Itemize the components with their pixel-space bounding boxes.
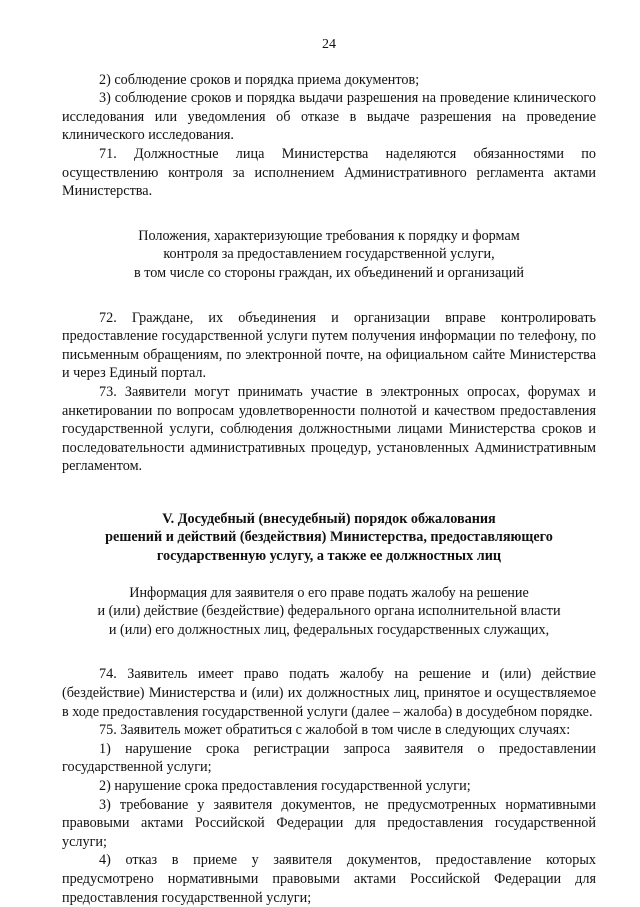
spacer (62, 639, 596, 665)
heading-line: Положения, характеризующие требования к порядку и формам (138, 227, 520, 244)
paragraph-case-2: 2) нарушение срока предоставления государственной услуги; (99, 778, 471, 794)
heading-line: решений и действий (бездействия) Министерства, предоставляющего (105, 529, 553, 546)
paragraph-74: 74. Заявитель имеет право подать жалобу на решение и (или) действие (бездействие) Министерства и (или) их должностных лиц, принятое и осуществляемое в ходе предоставления государственной услуги (далее – жалоба) в досудебном порядке. (62, 666, 596, 720)
paragraph-case-4: 4) отказ в приеме у заявителя документов, предоставление которых предусмотрено нормативными правовыми актами Российской Федерации для предоставления государственной услуги; (62, 852, 596, 906)
paragraph-73: 73. Заявители могут принимать участие в электронных опросах, форумах и анкетировании по вопросам удовлетворенности полнотой и качеством предоставления государственной услуги, соблюдения должностными лицами Министерства сроков и последовательности административных процедур, установленных Административным регламентом. (62, 383, 596, 475)
heading-line: государственную услугу, а также ее должностных лиц (156, 548, 502, 565)
heading-line: V. Досудебный (внесудебный) порядок обжалования (162, 510, 496, 527)
paragraph-case-3: 3) требование у заявителя документов, не предусмотренных нормативными правовыми актами Российской Федерации для предоставления государственной услуги; (62, 796, 596, 850)
paragraph-71: 71. Должностные лица Министерства наделяются обязанностями по осуществлению контроля за исполнением Административного регламента актами Министерства. (62, 145, 596, 200)
heading-line: и (или) его должностных лиц, федеральных государственных служащих, (108, 621, 550, 638)
paragraph-75: 75. Заявитель может обратиться с жалобой в том числе в следующих случаях: (99, 722, 571, 739)
paragraph-case-1: 1) нарушение срока регистрации запроса заявителя о предоставлении государственной услуги; (62, 740, 596, 776)
page-number: 24 (322, 37, 336, 52)
section-heading-control (62, 227, 596, 283)
spacer (62, 566, 596, 584)
heading-line: в том числе со стороны граждан, их объединений и организаций (134, 264, 524, 281)
paragraph-list-item-2: 2) соблюдение сроков и порядка приема документов; (99, 71, 420, 88)
spacer (62, 476, 596, 510)
heading-line: Информация для заявителя о его праве подать жалобу на решение (129, 584, 529, 601)
heading-line: контроля за предоставлением государственной услуги, (163, 246, 495, 263)
heading-line: и (или) действие (бездействие) федерального органа исполнительной власти (97, 603, 561, 620)
paragraph-list-item-3: 3) соблюдение сроков и порядка выдачи разрешения на проведение клинического исследования или уведомления об отказе в выдаче разрешения на проведение клинического исследования. (62, 90, 596, 144)
chapter-heading-v (62, 510, 596, 566)
paragraph-72: 72. Граждане, их объединения и организации вправе контролировать предоставление государственной услуги путем получения информации по телефону, по письменным обращениям, по электронной почте, на официальном сайте Министерства и через Единый портал. (62, 309, 596, 382)
spacer (62, 283, 596, 309)
spacer (62, 201, 596, 227)
document-page (62, 36, 596, 907)
section-heading-complaint-info (62, 584, 596, 640)
